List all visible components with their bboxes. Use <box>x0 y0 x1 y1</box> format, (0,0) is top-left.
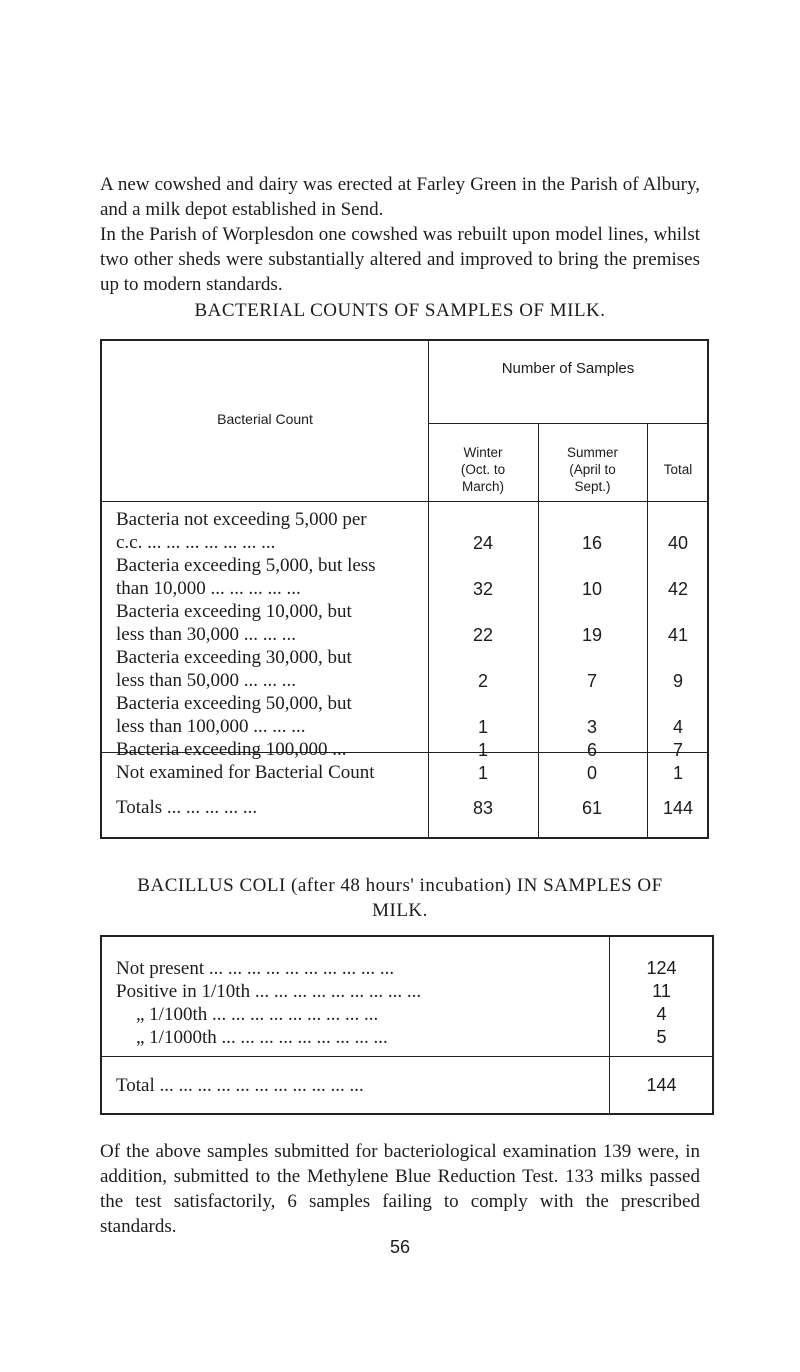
cell-winter: 1 <box>477 763 488 783</box>
intro-paragraphs <box>100 172 700 297</box>
column-header-winter: Winter (Oct. to March) <box>460 445 506 494</box>
table1-divider <box>102 501 707 502</box>
table-row-label: less than 50,000 ... ... ... <box>116 670 296 691</box>
table1-heading: BACTERIAL COUNTS OF SAMPLES OF MILK. <box>194 300 606 321</box>
column-header-bacterial-count: Bacterial Count <box>217 411 313 427</box>
table-row-label: Bacteria not exceeding 5,000 per <box>116 509 367 530</box>
table-row-label: Not present ... ... ... ... ... ... ... ... ... ... <box>116 958 395 979</box>
table-row-label: „ 1/1000th ... ... ... ... ... ... ... ... ... <box>136 1027 388 1048</box>
bacillus-coli-table <box>100 935 714 1115</box>
total-summer: 61 <box>581 798 603 818</box>
table-row-value: 4 <box>656 1004 667 1024</box>
table-row-label: Bacteria exceeding 5,000, but less <box>116 555 376 576</box>
intro-paragraph-1: A new cowshed and dairy was erected at Farley Green in the Parish of Albury, and a milk depot established in Send. <box>100 174 700 220</box>
cell-winter: 1 <box>477 717 488 737</box>
table-row-label: Not examined for Bacterial Count <box>116 762 375 783</box>
table-row-label: „ 1/100th ... ... ... ... ... ... ... ... ... <box>136 1004 379 1025</box>
cell-winter: 32 <box>472 579 494 599</box>
cell-total: 7 <box>672 740 683 760</box>
column-header-total: Total <box>663 462 693 477</box>
cell-summer: 6 <box>586 740 597 760</box>
column-header-summer: Summer (April to Sept.) <box>566 445 618 494</box>
cell-total: 9 <box>672 671 683 691</box>
cell-summer: 19 <box>581 625 603 645</box>
table-row-label: Positive in 1/10th ... ... ... ... ... ... ... ... ... <box>116 981 422 1002</box>
table-row-label: c.c. ... ... ... ... ... ... ... <box>116 532 276 553</box>
table-row-label: Bacteria exceeding 100,000 ... <box>116 739 347 760</box>
cell-total: 40 <box>667 533 689 553</box>
cell-summer: 3 <box>586 717 597 737</box>
cell-summer: 0 <box>586 763 597 783</box>
cell-total: 4 <box>672 717 683 737</box>
table-row-label: Bacteria exceeding 30,000, but <box>116 647 352 668</box>
cell-summer: 10 <box>581 579 603 599</box>
cell-winter: 2 <box>477 671 488 691</box>
page-number: 56 <box>389 1237 411 1257</box>
total-label: Total ... ... ... ... ... ... ... ... ... ... ... <box>116 1075 364 1096</box>
cell-winter: 1 <box>477 740 488 760</box>
table2-divider <box>102 1056 712 1057</box>
table-row-label: Bacteria exceeding 10,000, but <box>116 601 352 622</box>
table-row-value: 5 <box>656 1027 667 1047</box>
cell-total: 41 <box>667 625 689 645</box>
cell-winter: 22 <box>472 625 494 645</box>
table1-divider <box>428 341 429 837</box>
table-row-label: less than 100,000 ... ... ... <box>116 716 306 737</box>
closing-paragraph: Of the above samples submitted for bacteriological examination 139 were, in addition, submitted to the Methylene Blue Reduction Test. 133 milks passed the test satisfactorily, 6 samples failing to comply with the prescribed standards. <box>100 1141 700 1237</box>
cell-summer: 7 <box>586 671 597 691</box>
cell-total: 42 <box>667 579 689 599</box>
table-row-value: 124 <box>646 958 677 978</box>
table-row-label: Bacteria exceeding 50,000, but <box>116 693 352 714</box>
table-row-label: than 10,000 ... ... ... ... ... <box>116 578 301 599</box>
table1-divider <box>428 423 707 424</box>
cell-winter: 24 <box>472 533 494 553</box>
total-value: 144 <box>646 1075 677 1095</box>
table2-heading: BACILLUS COLI (after 48 hours' incubation) IN SAMPLES OF MILK. <box>137 875 663 921</box>
column-group-header: Number of Samples <box>501 360 635 377</box>
totals-label: Totals ... ... ... ... ... <box>116 797 258 818</box>
cell-summer: 16 <box>581 533 603 553</box>
table-row-value: 11 <box>652 981 671 1001</box>
table-row-label: less than 30,000 ... ... ... <box>116 624 296 645</box>
total-all: 144 <box>662 798 694 818</box>
total-winter: 83 <box>472 798 494 818</box>
intro-paragraph-2: In the Parish of Worplesdon one cowshed was rebuilt upon model lines, whilst two other sheds were substantially altered and improved to bring the premises up to modern standards. <box>100 224 700 295</box>
cell-total: 1 <box>672 763 683 783</box>
bacterial-counts-table <box>100 339 709 839</box>
